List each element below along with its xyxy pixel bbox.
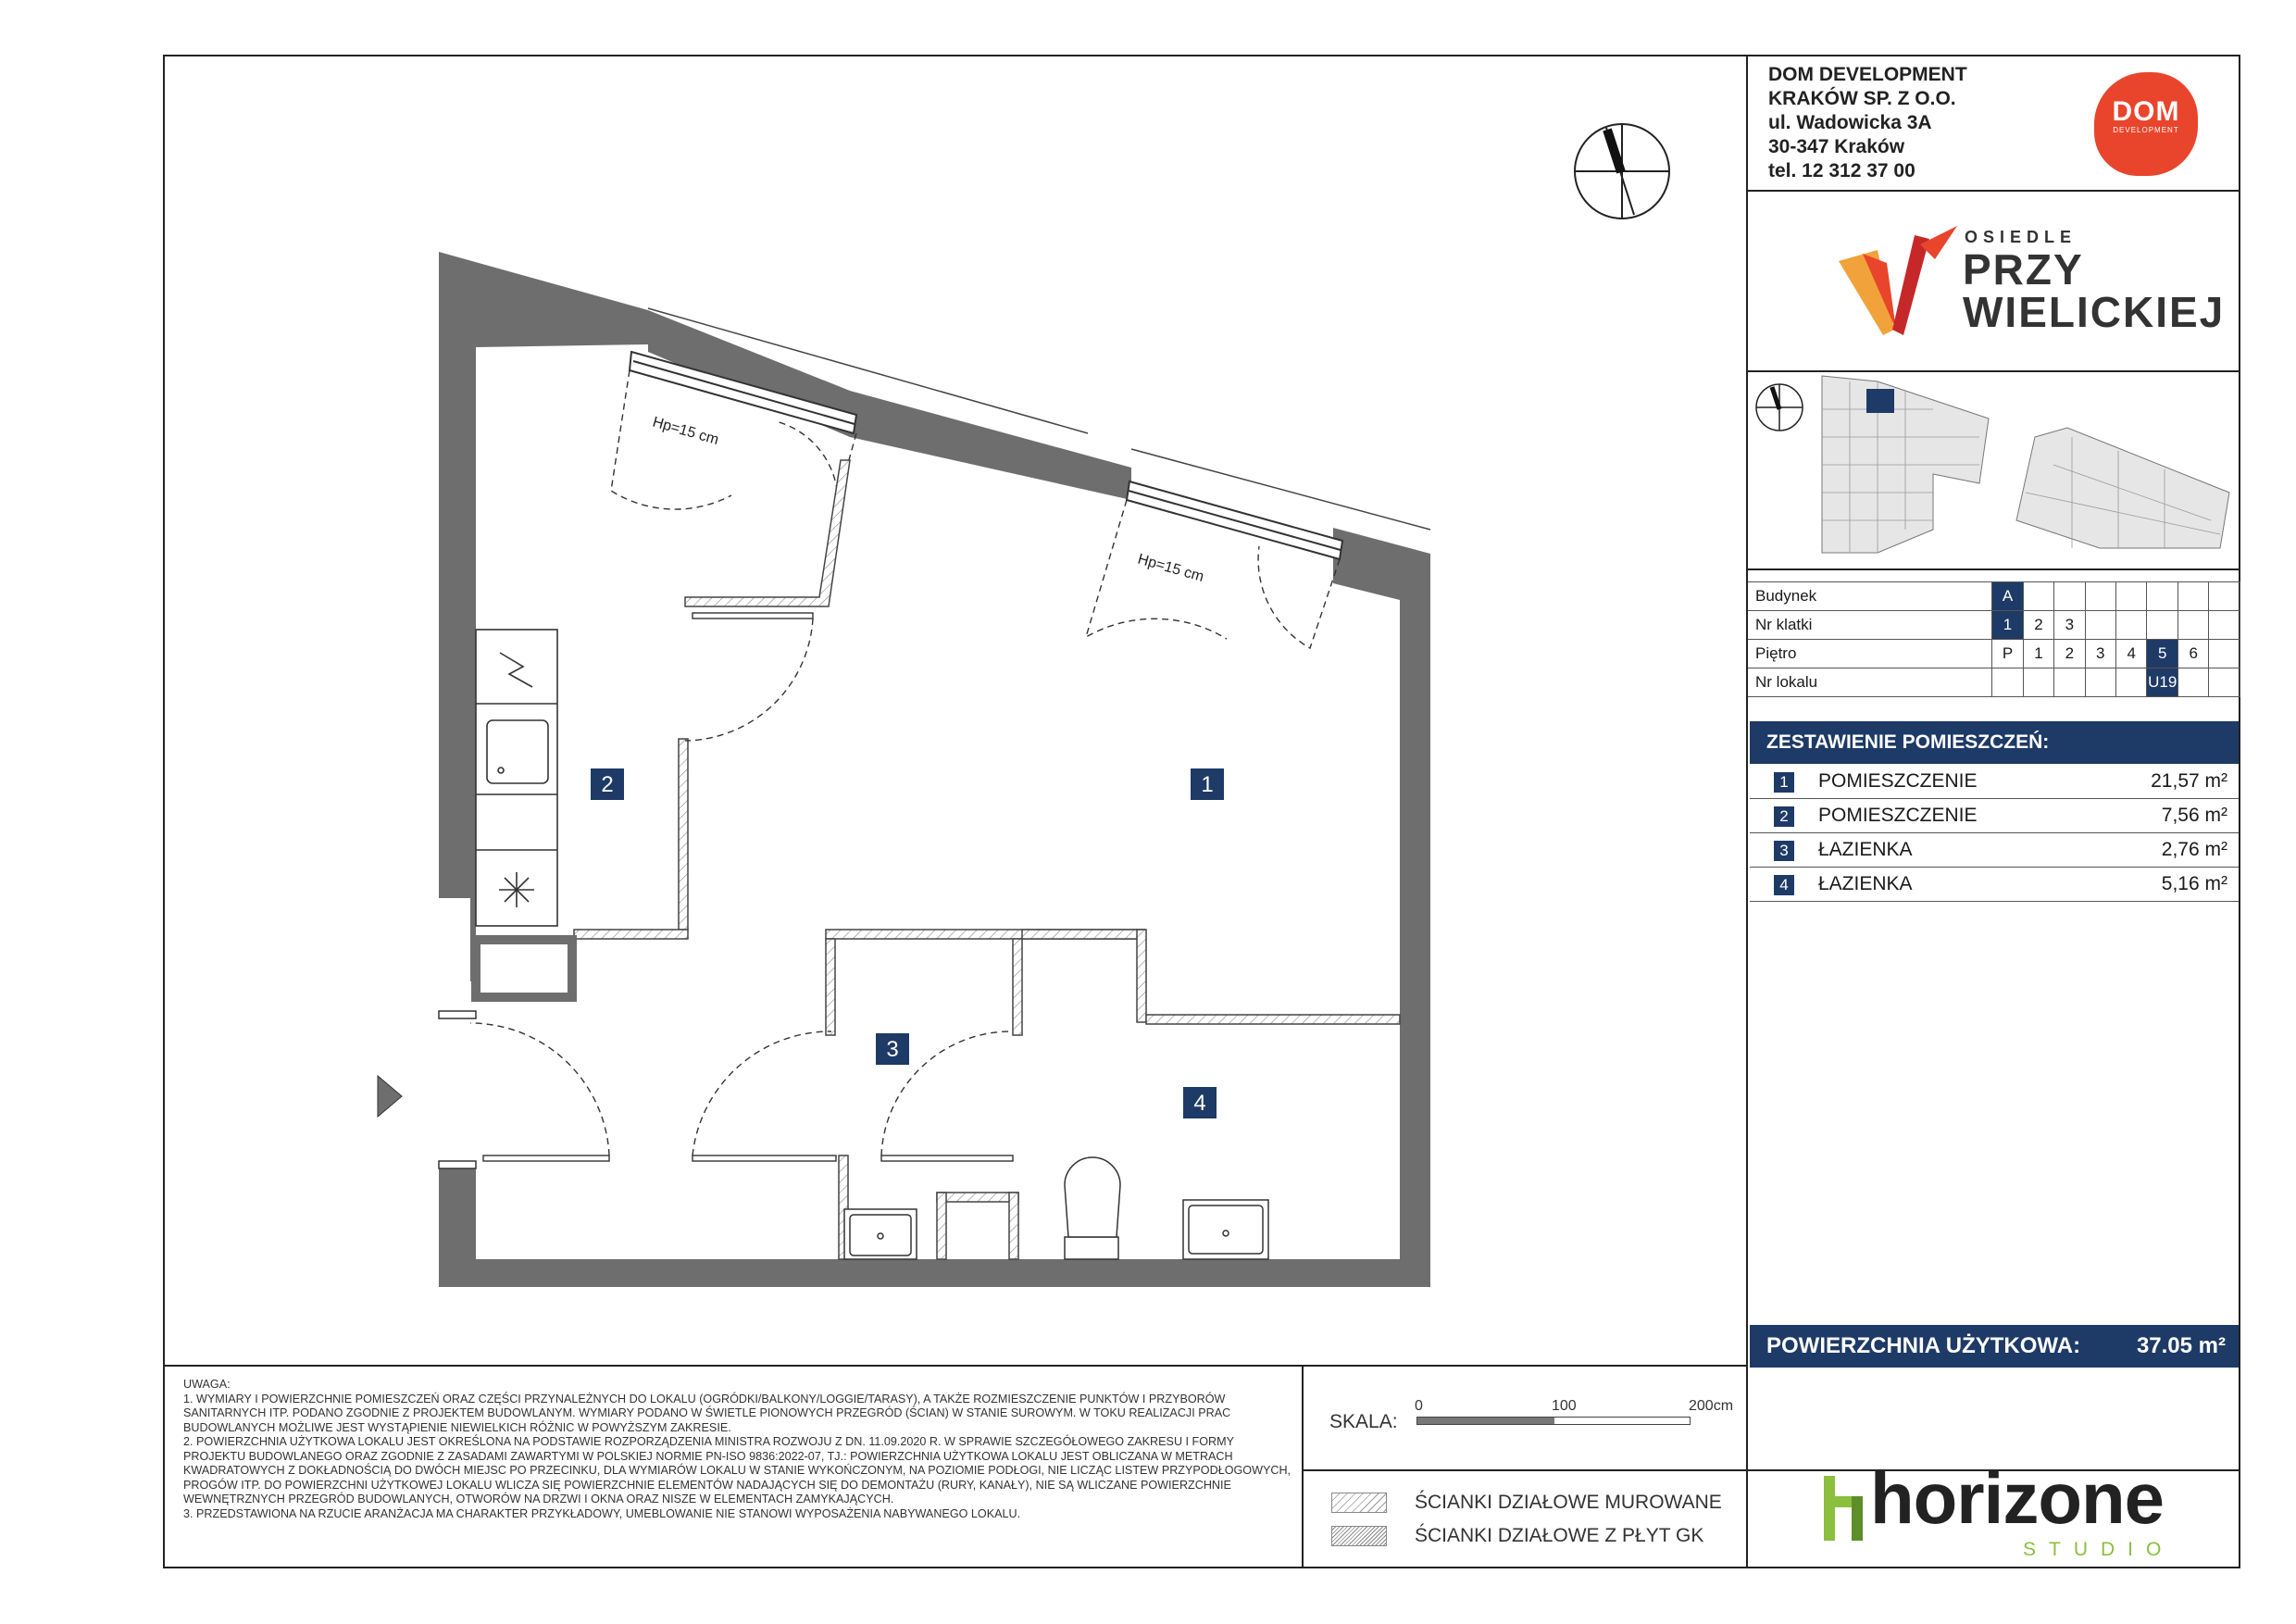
title-block-divider: [1746, 55, 1748, 1568]
location-row-label: Nr klatki: [1748, 611, 1992, 640]
location-cell: 3: [2054, 611, 2085, 640]
horizone-mark-icon: [1824, 1476, 1863, 1541]
location-cell: 2: [2054, 640, 2085, 668]
scale-tick: 200cm: [1689, 1398, 1734, 1414]
scale-tick: 100: [1552, 1398, 1577, 1414]
legend-gk: ŚCIANKI DZIAŁOWE Z PŁYT GK: [1415, 1525, 1704, 1546]
usable-area-label: POWIERZCHNIA UŻYTKOWA:: [1766, 1333, 2081, 1358]
w-mark-icon: [1839, 226, 1965, 337]
selected-unit-marker: [1866, 389, 1894, 413]
company-address: DOM DEVELOPMENT KRAKÓW SP. Z O.O. ul. Wadowicka 3A 30-347 Kraków tel. 12 312 37 00: [1768, 64, 1967, 181]
north-arrow-icon: [1575, 124, 1669, 219]
north-arrow-icon: [1756, 384, 1803, 431]
scale-label: SKALA:: [1329, 1411, 1398, 1432]
room-row: 3 ŁAZIENKA 2,76 m²: [1750, 833, 2239, 868]
location-cell: 1: [2023, 640, 2053, 668]
location-cell: [2209, 582, 2240, 611]
location-cell: 1: [1992, 611, 2023, 640]
svg-text:1: 1: [1201, 772, 1214, 797]
notes-divider: [163, 1365, 1748, 1367]
location-row-label: Nr lokalu: [1748, 668, 1992, 697]
location-row: [1748, 668, 2240, 697]
kitchen-counter: [476, 630, 572, 997]
location-row: [1748, 640, 2240, 668]
room-tag: [1191, 768, 1224, 800]
location-cell: 2: [2023, 611, 2053, 640]
scale-tick: 0: [1415, 1398, 1423, 1414]
svg-text:2: 2: [601, 772, 614, 797]
masonry-hatch-swatch: [1331, 1493, 1387, 1513]
note-item: 1. WYMIARY I POWIERZCHNIE POMIESZCZEŃ ORAZ CZĘŚCI PRZYNALEŻNYCH DO LOKALU (OGRÓDKI/BALKONY/LOGGIE/TARASY), A TAKŻE ROZMIESZCZENIE PUNKTÓW I PRZYBORÓW SANITARNYCH ITP. PODANO ZGODNIE Z PROJEKTEM BUDOWLANYM. WYMIARY PODANO W ŚWIETLE PIONOWYCH PRZEGRÓD (ŚCIAN) W STANIE SUROWYM. W TOKU REALIZACJI PRAC BUDOWLANYCH MOŻLIWE JEST WYSTĄPIENIE NIEWIELKICH RÓŻNIC W POWYŻSZYM ZAKRESIE.: [183, 1392, 1231, 1434]
location-cell: [2116, 611, 2147, 640]
location-row: [1748, 611, 2240, 640]
toilet-icon: [1065, 1157, 1120, 1259]
location-cell: [2147, 582, 2178, 611]
room-tag: [876, 1033, 909, 1065]
location-cell: A: [1992, 582, 2023, 611]
notes-title: UWAGA:: [183, 1378, 231, 1391]
location-cell: [1992, 668, 2023, 697]
location-row-label: Piętro: [1748, 640, 1992, 668]
scale-legend-divider: [1302, 1469, 1748, 1471]
location-table: [1748, 581, 2240, 697]
svg-text:4: 4: [1193, 1091, 1206, 1116]
location-cell: [2054, 582, 2085, 611]
location-cell: [2147, 611, 2178, 640]
interior-partitions: [574, 460, 1400, 1259]
project-logo: OSIEDLE PRZY WIELICKIEJ: [1839, 226, 2227, 337]
note-item: 2. POWIERZCHNIA UŻYTKOWA LOKALU JEST OKREŚLONA NA PODSTAWIE ROZPORZĄDZENIA MINISTRA ROZWOJU Z DN. 11.09.2020 R. W SPRAWIE SZCZEGÓŁOWEGO ZAKRESU I FORMY PROJEKTU BUDOWLANEGO ORAZ ZGODNIE Z ZASADAMI ZAWARTYMI W POLSKIEJ NORMIE PN-ISO 9836:2022-07, TJ.: POWIERZCHNIA UŻYTKOWA LOKALU JEST OBLICZANA W METRACH KWADRATOWYCH Z DOKŁADNOŚCIĄ DO DWÓCH MIEJSC PO PRZECINKU, DLA WYMIARÓW LOKALU W STANIE WYKOŃCZONYM, NA POZIOMIE PODŁOGI, NIE LICZĄC LISTEW PRZYPODŁOGOWYCH, PROGÓW ITP. DO POWIERZCHNI UŻYTKOWEJ LOKALU WLICZA SIĘ POWIERZCHNIE ELEMENTÓW NADAJĄCYCH SIĘ DO DEMONTAŻU (RURY, KANAŁY), NIE SĄ WLICZANE POWIERZCHNIE WEWNĘTRZNYCH PRZEGRÓD BUDOWLANYCH, OTWORÓW NA DRZWI I OKNA ORAZ NISZE W ELEMENTACH ZAMYKAJĄCYCH.: [183, 1435, 1292, 1505]
location-cell: 4: [2116, 640, 2147, 668]
room-tag: [591, 768, 624, 800]
room-schedule-heading: ZESTAWIENIE POMIESZCZEŃ:: [1750, 721, 2239, 764]
location-cell: [2209, 611, 2240, 640]
location-cell: [2085, 611, 2115, 640]
location-cell: [2209, 668, 2240, 697]
location-row: [1748, 582, 2240, 611]
scale-divider: [1302, 1365, 1304, 1568]
location-cell: [2023, 582, 2053, 611]
location-cell: [2085, 582, 2115, 611]
gk-hatch-swatch: [1331, 1526, 1387, 1546]
location-cell: [2085, 668, 2115, 697]
scale-bar: [1416, 1417, 1691, 1425]
location-cell: [2116, 582, 2147, 611]
exterior-walls: [439, 252, 1430, 1287]
location-cell: [2116, 668, 2147, 697]
location-row-label: Budynek: [1748, 582, 1992, 611]
location-cell: P: [1992, 640, 2023, 668]
room-row: 4 ŁAZIENKA 5,16 m²: [1750, 868, 2239, 902]
entrance-arrow-icon: [378, 1076, 402, 1117]
notes-block: [183, 1378, 1292, 1521]
dom-development-logo: DOM DEVELOPMENT: [2094, 72, 2198, 176]
usable-area-value: 37.05 m²: [2136, 1333, 2226, 1358]
location-cell: [2178, 582, 2209, 611]
location-cell: 5: [2147, 640, 2178, 668]
room-row: 2 POMIESZCZENIE 7,56 m²: [1750, 799, 2239, 833]
company-divider: [1746, 190, 2240, 192]
window-sill-label: Hp=15 cm: [1135, 551, 1206, 586]
room-tag: [1183, 1087, 1217, 1118]
window-sill-label: Hp=15 cm: [650, 414, 721, 449]
location-cell: 6: [2178, 640, 2209, 668]
room-row: 1 POMIESZCZENIE 21,57 m²: [1750, 765, 2239, 799]
key-plan: [1748, 372, 2239, 567]
washbasin-icon: [1183, 1200, 1268, 1259]
keyplan-divider: [1746, 568, 2240, 570]
location-cell: 3: [2085, 640, 2115, 668]
legend-masonry: ŚCIANKI DZIAŁOWE MUROWANE: [1415, 1492, 1722, 1513]
note-item: 3. PRZEDSTAWIONA NA RZUCIE ARANŻACJA MA CHARAKTER PRZYKŁADOWY, UMEBLOWANIE NIE STANOWI WYPOSAŻENIA NABYWANEGO LOKALU.: [183, 1506, 1021, 1520]
location-cell: [2178, 611, 2209, 640]
floor-plan: [165, 56, 1746, 1362]
location-cell: [2178, 668, 2209, 697]
location-cell: [2209, 640, 2240, 668]
svg-text:3: 3: [886, 1037, 899, 1062]
usable-area-bar: [1750, 1325, 2239, 1368]
washbasin-icon: [844, 1209, 917, 1259]
location-cell: U19: [2147, 668, 2178, 697]
location-cell: [2054, 668, 2085, 697]
location-cell: [2023, 668, 2053, 697]
